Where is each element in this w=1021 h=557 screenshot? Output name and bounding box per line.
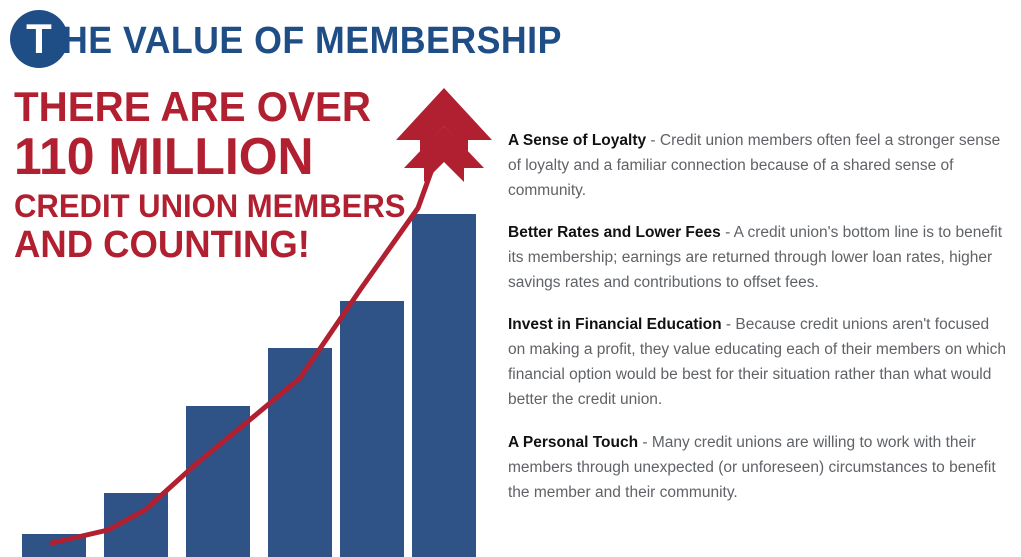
page-header	[0, 0, 1021, 78]
benefit-body: - A credit union's bottom line is to benefit its membership; earnings are returned through lower loan rates, higher savings rates and contributions to offset fees.	[508, 223, 1003, 292]
headline-line-1: THERE ARE OVER	[14, 83, 371, 130]
benefit-item	[508, 430, 1008, 505]
benefit-title: A Personal Touch	[508, 433, 639, 451]
benefit-body: - Many credit unions are willing to work with their members through unexpected (or unforeseen) circumstances to benefit the member and their community.	[508, 433, 996, 501]
benefit-title: Invest in Financial Education	[508, 316, 722, 334]
chart-bar	[412, 214, 476, 557]
benefit-title: Better Rates and Lower Fees	[508, 223, 721, 241]
dropcap-letter: T	[10, 10, 68, 68]
benefit-body: - Because credit unions aren't focused on making a profit, they value educating each of their members on which financial option would be best for their situation rather than what would better the credit union.	[508, 316, 1006, 409]
benefit-item	[508, 128, 1008, 203]
chart-bar	[340, 301, 404, 557]
benefit-title: A Sense of Loyalty	[508, 131, 647, 149]
benefit-body: - Credit union members often feel a stronger sense of loyalty and a familiar connection because of a shared sense of community.	[508, 131, 1001, 199]
benefit-item	[508, 312, 1008, 412]
page-title: HE VALUE OF MEMBERSHIP	[62, 20, 562, 62]
benefits-list	[508, 112, 1008, 505]
chart-panel	[0, 78, 492, 557]
headline-line-2: 110 MILLION	[14, 127, 314, 186]
headline-line-3: CREDIT UNION MEMBERS	[14, 187, 406, 224]
headline-line-4: AND COUNTING!	[14, 224, 310, 267]
headline-block	[14, 83, 434, 267]
benefit-item	[508, 220, 1008, 295]
